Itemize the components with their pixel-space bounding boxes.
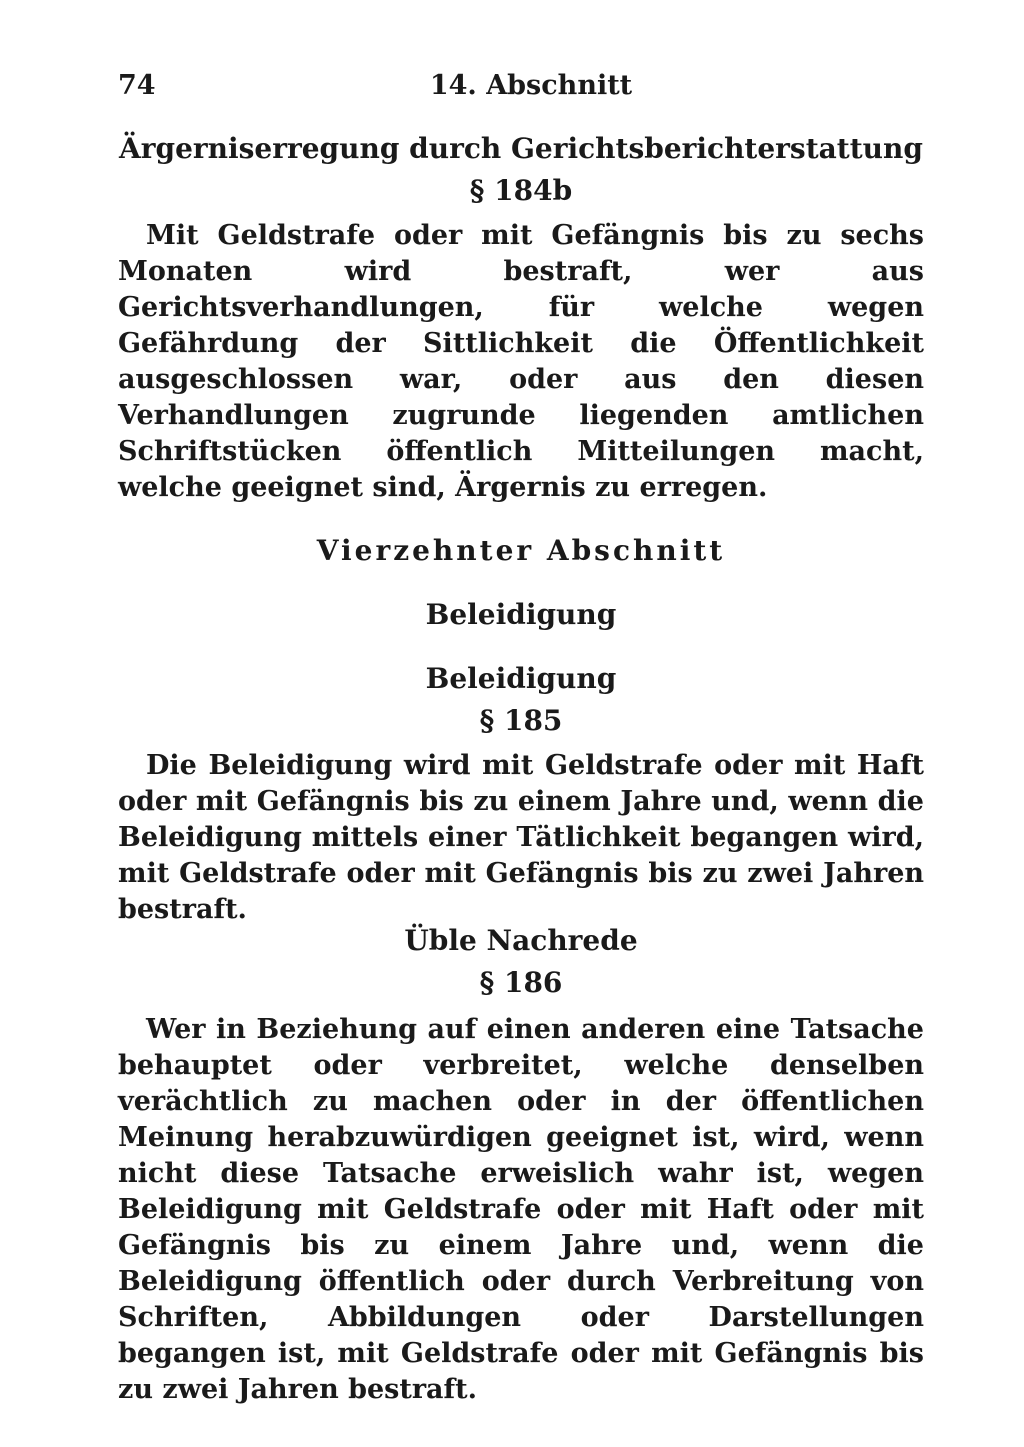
section-184b-text: Mit Geldstrafe oder mit Gefängnis bis zu sechs Monaten wird bestraft, wer aus Gerichtsverhandlungen, für welche wegen Gefährdung der Sittlichkeit die Öffentlichkeit ausgeschlossen war, oder aus den diesen Verhandlungen zugrunde liegenden amtlichen Schriftstücken öffentlich Mitteilungen macht, welche geeignet sind, Ärgernis zu erregen.: [118, 220, 924, 503]
section-185-title: Beleidigung: [425, 662, 617, 695]
running-head: 14. Abschnitt: [429, 70, 633, 101]
page-number: 74: [118, 70, 156, 101]
section-185-number: § 185: [479, 704, 563, 737]
page-header: [118, 70, 924, 110]
section-184b-title: Ärgerniserregung durch Gerichtsberichterstattung: [119, 132, 923, 165]
section-186-title: Üble Nachrede: [404, 924, 638, 957]
section-185-text: Die Beleidigung wird mit Geldstrafe oder mit Haft oder mit Gefängnis bis zu einem Jahre und, wenn die Beleidigung mittels einer Tätlichkeit begangen wird, mit Geldstrafe oder mit Gefängnis bis zu zwei Jahren bestraft.: [118, 750, 924, 925]
section-186-number: § 186: [479, 966, 563, 999]
section-186-text: Wer in Beziehung auf einen anderen eine Tatsache behauptet oder verbreitet, welche denselben verächtlich zu machen oder in der öffentlichen Meinung herabzuwürdigen geeignet ist, wird, wenn nicht diese Tatsache erweislich wahr ist, wegen Beleidigung mit Geldstrafe oder mit Haft oder mit Gefängnis bis zu einem Jahre und, wenn die Beleidigung öffentlich oder durch Verbreitung von Schriften, Abbildungen oder Darstellungen begangen ist, mit Geldstrafe oder mit Gefängnis bis zu zwei Jahren bestraft.: [118, 1014, 924, 1405]
section-184b-number: § 184b: [469, 174, 573, 207]
chapter-title: Vierzehnter Abschnitt: [316, 534, 726, 567]
chapter-subtitle: Beleidigung: [425, 598, 617, 631]
